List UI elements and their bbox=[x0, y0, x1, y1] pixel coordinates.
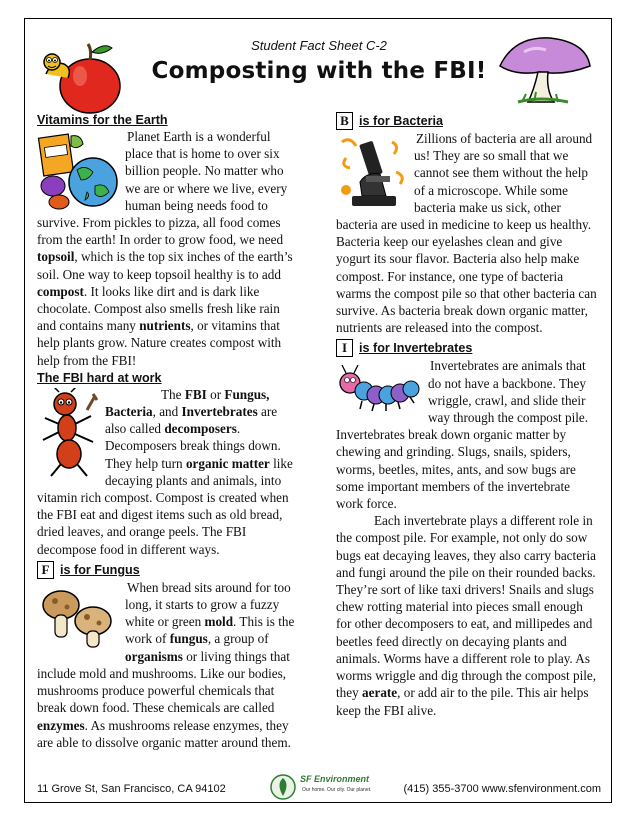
invertebrates-label: is for Invertebrates bbox=[359, 341, 473, 356]
fungus-letter: F bbox=[37, 561, 54, 579]
invertebrates-letter: I bbox=[336, 339, 353, 357]
invertebrates-text-1: Invertebrates are animals that do not have a backbone. They wriggle, crawl, and slide their way through the compost pile. Invertebrates break down organic matter by chewing and grinding. Slugs, snails, spiders, worms, beetles, mites, ants, and sow bugs are some important members of the invertebrate work force. bbox=[336, 358, 589, 512]
fungus-text: When bread sits around for too long, it starts to grow a fuzzy white or green mold. This is the work of fungus, a group of organisms or living things that include mold and mushrooms. Like our bodies, mushrooms produce powerful chemicals that break down food. These chemicals are called enzymes. As mushrooms release enzymes, they are able to dissolve organic matter around them. bbox=[37, 579, 295, 750]
sf-environment-logo-text: SF Environment bbox=[300, 774, 370, 784]
vitamins-text: Planet Earth is a wonderful place that is home to over six billion people. No matter who we are or where we live, every human being needs food to survive. From pickles to pizza, all food comes from the earth! In order to grow food, we need topsoil, which is the top six inches of the earth’s soil. One way to keep topsoil healthy is to add compost. It looks like dirt and is dark like chocolate. Compost also smells fresh like rain and contains many nutrients, or vitamins that help plants grow. Nature creates compost with help from the FBI! bbox=[37, 129, 293, 368]
sf-environment-logo-tagline: Our home. Our city. Our planet. bbox=[302, 787, 372, 793]
bacteria-label: is for Bacteria bbox=[359, 114, 443, 128]
food-globe-icon bbox=[37, 130, 121, 214]
right-column bbox=[336, 112, 599, 719]
subtitle: Student Fact Sheet C-2 bbox=[251, 38, 387, 53]
sf-environment-logo bbox=[270, 774, 400, 800]
footer-address: 11 Grove St, San Francisco, CA 94102 bbox=[37, 783, 226, 795]
bacteria-text: Zillions of bacteria are all around us! They are so small that we cannot see them without the help of a microscope. While some bacteria make us sick, other bacteria are used in medicine to keep us healthy. Bacteria keep our eyelashes clean and give yogurt its sour flavor. Bacteria also help make compost. For instance, one type of bacteria warms the compost pile so that other bacteria can survive. As bacteria break down organic matter, nutrients are released into the compost. bbox=[336, 131, 597, 336]
vitamins-heading: Vitamins for the Earth bbox=[37, 113, 168, 127]
fbi-text: The FBI or Fungus, Bacteria, and Invertebrates are also called decomposers. Decomposers break things down. They help turn organic matter like decaying plants and animals, into vitamin rich compost. Compost is created when the FBI eat and digest items such as old bread, dried leaves, and orange peels. The FBI decompose food in different ways. bbox=[37, 386, 293, 557]
footer bbox=[37, 774, 601, 800]
footer-contact: (415) 355-3700 www.sfenvironment.com bbox=[403, 783, 601, 795]
microscope-icon bbox=[336, 132, 410, 216]
fbi-heading: The FBI hard at work bbox=[37, 370, 162, 385]
bacteria-letter: B bbox=[336, 112, 353, 130]
fungus-label: is for Fungus bbox=[60, 562, 140, 577]
fungus-heading bbox=[37, 561, 299, 579]
ant-icon bbox=[37, 388, 99, 478]
bacteria-heading bbox=[336, 112, 599, 130]
caterpillar-icon bbox=[336, 361, 424, 417]
page-title: Composting with the FBI! bbox=[151, 58, 487, 84]
invertebrates-heading bbox=[336, 339, 599, 357]
sf-environment-logo-icon bbox=[270, 774, 296, 800]
left-column bbox=[37, 112, 299, 751]
invertebrates-text-2: Each invertebrate plays a different role in the compost pile. For example, not only do sow bugs eat decaying leaves, they also carry bacteria and fungi around the pile on their rounded backs. They’re sort of like taxi drivers! Snails and slugs chew rotting material into pieces small enough for other decomposers to eat, and millipedes and beetles feed directly on decaying plants and animals. Worms have a different role to play. As worms wriggle and dig through the compost pile, they aerate, or add air to the pile. This air helps keep the FBI alive. bbox=[336, 513, 597, 718]
mushrooms-icon bbox=[37, 581, 121, 651]
